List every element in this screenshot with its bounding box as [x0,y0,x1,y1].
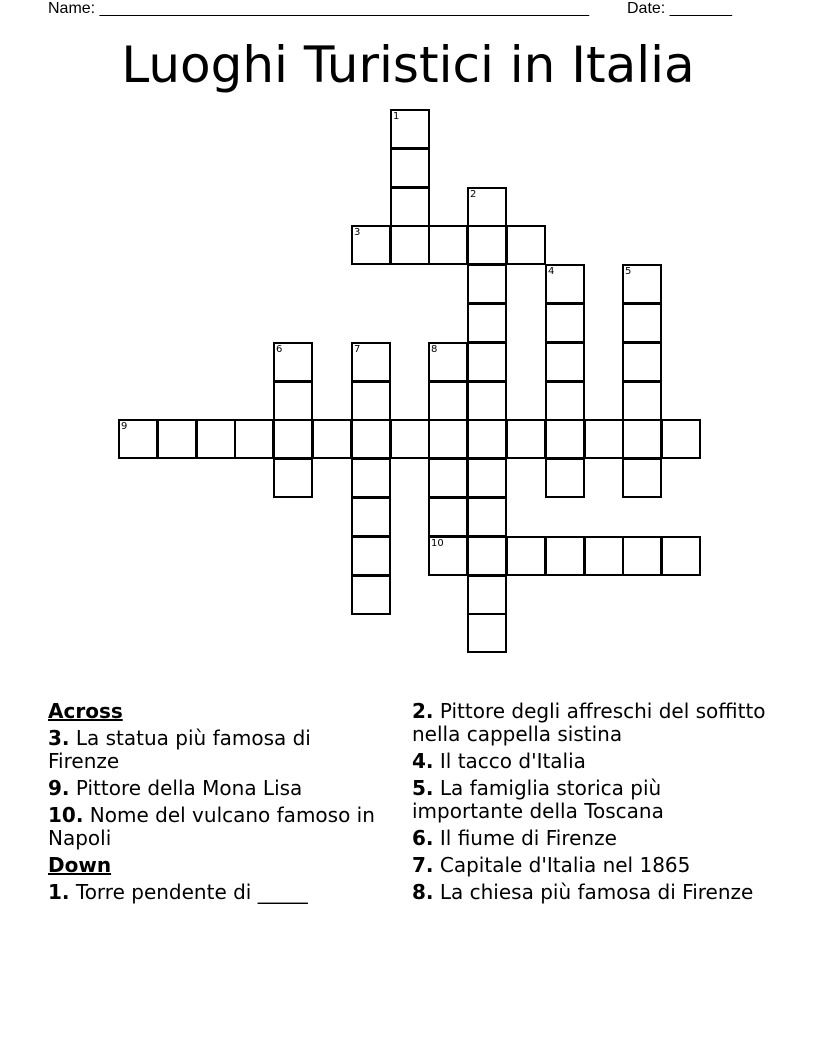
grid-cell[interactable] [622,381,662,421]
down-clue [48,881,378,904]
grid-cell[interactable] [545,536,585,576]
cell-number: 9 [121,421,128,432]
grid-cell[interactable] [273,342,313,382]
grid-cell[interactable] [584,419,624,459]
cell-number: 8 [431,344,438,355]
name-line: Name: _______________________________________________________ [48,0,589,17]
cell-number: 10 [431,538,444,549]
grid-cell[interactable] [661,419,701,459]
grid-cell[interactable] [390,148,430,188]
grid-cell[interactable] [467,458,507,498]
clue-text: Pittore della Mona Lisa [75,776,303,800]
grid-cell[interactable] [351,381,391,421]
grid-cell[interactable] [545,381,585,421]
grid-cell[interactable] [312,419,352,459]
grid-cell[interactable] [506,536,546,576]
clue-number: 8. [412,880,434,904]
down-clue [412,827,772,850]
grid-cell[interactable] [467,303,507,343]
clue-number: 10. [48,803,84,827]
grid-cell[interactable] [545,458,585,498]
grid-cell[interactable] [622,536,662,576]
grid-cell[interactable] [390,109,430,149]
grid-cell[interactable] [506,225,546,265]
grid-cell[interactable] [351,225,391,265]
down-heading: Down [48,853,112,877]
clue-number: 4. [412,749,434,773]
grid-cell[interactable] [545,419,585,459]
cell-number: 2 [470,189,477,200]
clue-text: Il tacco d'Italia [439,749,586,773]
grid-cell[interactable] [428,458,468,498]
grid-cell[interactable] [428,225,468,265]
grid-cell[interactable] [157,419,197,459]
down-clue [412,700,772,746]
grid-cell[interactable] [234,419,274,459]
grid-cell[interactable] [622,458,662,498]
grid-cell[interactable] [273,381,313,421]
grid-cell[interactable] [428,497,468,537]
clues-left-column [48,700,378,908]
grid-cell[interactable] [428,342,468,382]
grid-cell[interactable] [428,536,468,576]
grid-cell[interactable] [622,342,662,382]
down-clue [412,777,772,823]
grid-cell[interactable] [467,381,507,421]
grid-cell[interactable] [351,458,391,498]
grid-cell[interactable] [467,225,507,265]
grid-cell[interactable] [118,419,158,459]
clues-right-column [412,700,772,908]
grid-cell[interactable] [467,497,507,537]
clue-text: La chiesa più famosa di Firenze [439,880,754,904]
grid-cell[interactable] [351,497,391,537]
grid-cell[interactable] [351,536,391,576]
cell-number: 5 [625,266,632,277]
across-clue [48,727,378,773]
across-heading: Across [48,699,123,723]
grid-cell[interactable] [351,419,391,459]
grid-cell[interactable] [467,264,507,304]
date-line: Date: _______ [627,0,732,17]
cell-number: 1 [393,111,400,122]
grid-cell[interactable] [622,264,662,304]
clue-number: 5. [412,776,434,800]
grid-cell[interactable] [545,264,585,304]
clue-text: Il fiume di Firenze [439,826,617,850]
clue-number: 2. [412,699,434,723]
grid-cell[interactable] [622,419,662,459]
grid-cell[interactable] [428,381,468,421]
clue-number: 7. [412,853,434,877]
grid-cell[interactable] [390,187,430,227]
cell-number: 6 [276,344,283,355]
clue-text: Nome del vulcano famoso in Napoli [48,803,375,850]
clue-number: 3. [48,726,70,750]
grid-cell[interactable] [584,536,624,576]
page-title: Luoghi Turistici in Italia [121,36,695,94]
grid-cell[interactable] [545,303,585,343]
grid-cell[interactable] [506,419,546,459]
down-clue [412,881,772,904]
clue-number: 9. [48,776,70,800]
cell-number: 7 [354,344,361,355]
clue-text: La famiglia storica più importante della Toscana [412,776,664,823]
grid-cell[interactable] [196,419,236,459]
clue-text: Capitale d'Italia nel 1865 [439,853,691,877]
down-clue [412,854,772,877]
cell-number: 3 [354,227,361,238]
grid-cell[interactable] [390,419,430,459]
grid-cell[interactable] [545,342,585,382]
across-clue [48,777,378,800]
clue-number: 1. [48,880,70,904]
grid-cell[interactable] [467,613,507,653]
across-clue [48,804,378,850]
grid-cell[interactable] [351,342,391,382]
grid-cell[interactable] [661,536,701,576]
grid-cell[interactable] [351,575,391,615]
grid-cell[interactable] [622,303,662,343]
clue-text: Pittore degli affreschi del soffitto nella cappella sistina [412,699,766,746]
grid-cell[interactable] [467,187,507,227]
cell-number: 4 [548,266,555,277]
clue-number: 6. [412,826,434,850]
down-clue [412,750,772,773]
grid-cell[interactable] [273,458,313,498]
clue-text: Torre pendente di _____ [75,880,308,904]
grid-cell[interactable] [273,419,313,459]
grid-cell[interactable] [467,575,507,615]
clue-text: La statua più famosa di Firenze [48,726,311,773]
grid-cell[interactable] [467,342,507,382]
grid-cell[interactable] [467,536,507,576]
grid-cell[interactable] [390,225,430,265]
grid-cell[interactable] [428,419,468,459]
grid-cell[interactable] [467,419,507,459]
